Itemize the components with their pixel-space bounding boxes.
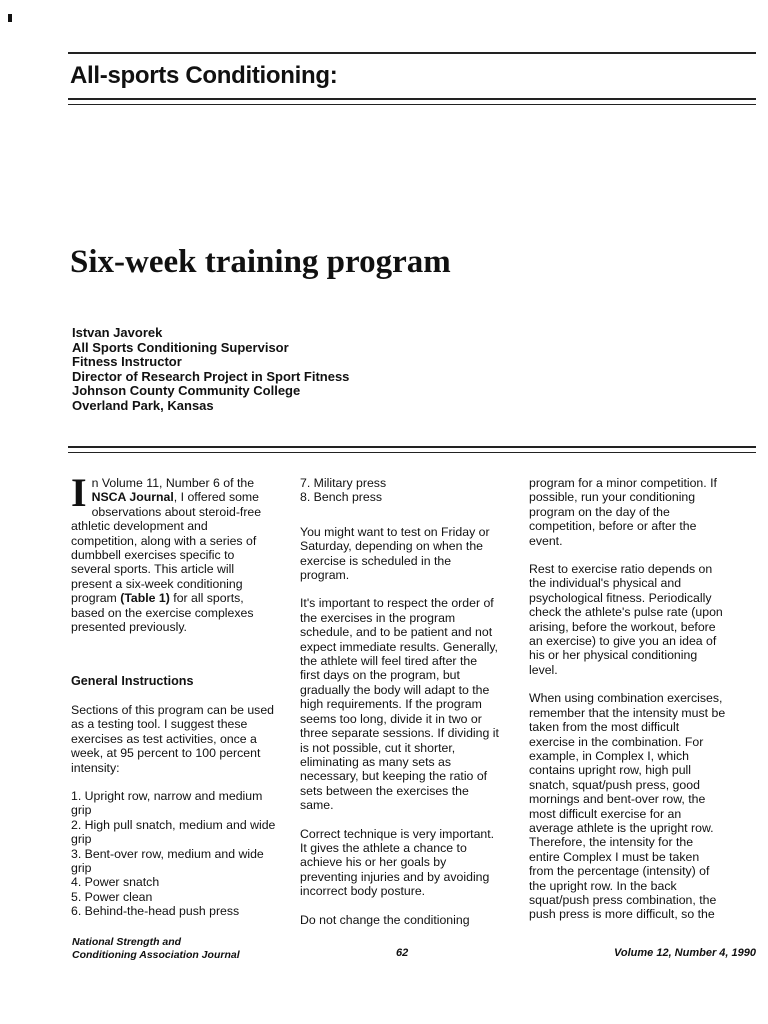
list-item: 8. Bench press	[300, 490, 383, 505]
body-paragraph: When using combination exercises, remember that the intensity must be taken from the most difficult exercise in the combination. For example, in Complex I, which contains upright row, high pull snatch, squat/push press, good mornings and bent-over row, the most difficult exercise for an average athlete is the upright row. Therefore, the intensity for the entire Complex I must be taken from the percentage (intensity) of the upright row. In the back squat/push press combination, the push press is more difficult, so the	[529, 691, 726, 922]
body-paragraph: Rest to exercise ratio depends on the individual's physical and psychological fitness. Periodically check the athlete's pulse rate (upon arising, before the workout, before an exercise) to give you an idea of his or her physical conditioning level.	[529, 562, 723, 677]
list-item: 5. Power clean	[71, 889, 153, 904]
header-bottom-rule-thin	[68, 104, 756, 105]
author-name: Istvan Javorek	[72, 325, 163, 340]
drop-cap: I	[71, 470, 87, 515]
list-item: 6. Behind-the-head push press	[71, 904, 240, 919]
intro-paragraph: In Volume 11, Number 6 of the NSCA Journal, I offered some observations about steroid-free athletic development and competition, along with a series of dumbbell exercises specific to several sports. This article will present a six-week conditioning program (Table 1) for all sports, based on the exercise complexes presented previously.	[71, 470, 262, 635]
scan-mark	[8, 14, 12, 22]
author-role: Fitness Instructor	[72, 354, 182, 370]
author-location: Overland Park, Kansas	[72, 397, 214, 413]
author-role: Director of Research Project in Sport Fitness	[72, 368, 350, 384]
section-heading: General Instructions	[71, 674, 194, 689]
footer-journal-name: National Strength and Conditioning Association Journal	[72, 936, 240, 961]
body-paragraph: Correct technique is very important. It gives the athlete a chance to achieve his or her goals by preventing injuries and by avoiding incorrect body posture.	[300, 826, 495, 899]
body-paragraph: Do not change the conditioning	[300, 912, 470, 927]
author-byline	[72, 326, 349, 414]
exercise-list	[300, 476, 500, 505]
text-column-2	[300, 476, 500, 941]
body-paragraph: Sections of this program can be used as a testing tool. I suggest these exercises as test activities, once a week, at 95 percent to 100 percent intensity:	[71, 702, 275, 775]
list-item: 3. Bent-over row, medium and wide grip	[71, 846, 264, 875]
table-reference: (Table 1)	[120, 591, 170, 606]
footer-volume: Volume 12, Number 4, 1990	[613, 947, 756, 959]
author-role: All Sports Conditioning Supervisor	[72, 339, 289, 355]
list-item: 4. Power snatch	[71, 875, 160, 890]
article-title: Six-week training program	[70, 244, 451, 280]
header-top-rule	[68, 52, 756, 54]
series-title: All-sports Conditioning:	[70, 62, 338, 89]
header-bottom-rule-thick	[68, 98, 756, 100]
list-item: 7. Military press	[300, 476, 387, 490]
body-paragraph: It's important to respect the order of the exercises in the program schedule, and to be patient and not expect immediate results. Generally, the athlete will feel tired after the first days on the program, but gradually the body will adapt to the high requirements. If the program seems too long, divide it in two or three separate sessions. If dividing it is not possible, cut it shorter, eliminating as many sets as necessary, but keeping the ratio of sets between the exercises the same.	[300, 596, 499, 813]
journal-name: NSCA Journal	[91, 490, 174, 505]
author-affiliation: Johnson County Community College	[72, 383, 301, 399]
body-paragraph: You might want to test on Friday or Saturday, depending on when the exercise is scheduled in the program.	[300, 524, 490, 583]
text-column-1	[71, 470, 277, 933]
body-paragraph: program for a minor competition. If possible, run your conditioning program on the day of the competition, before or after the event.	[529, 476, 717, 548]
list-item: 2. High pull snatch, medium and wide grip	[71, 817, 276, 847]
byline-rule-thick	[68, 446, 756, 448]
page-number: 62	[396, 947, 409, 959]
byline-rule-thin	[68, 452, 756, 453]
list-item: 1. Upright row, narrow and medium grip	[71, 788, 263, 818]
exercise-list	[71, 789, 277, 919]
text-column-3	[529, 476, 727, 936]
